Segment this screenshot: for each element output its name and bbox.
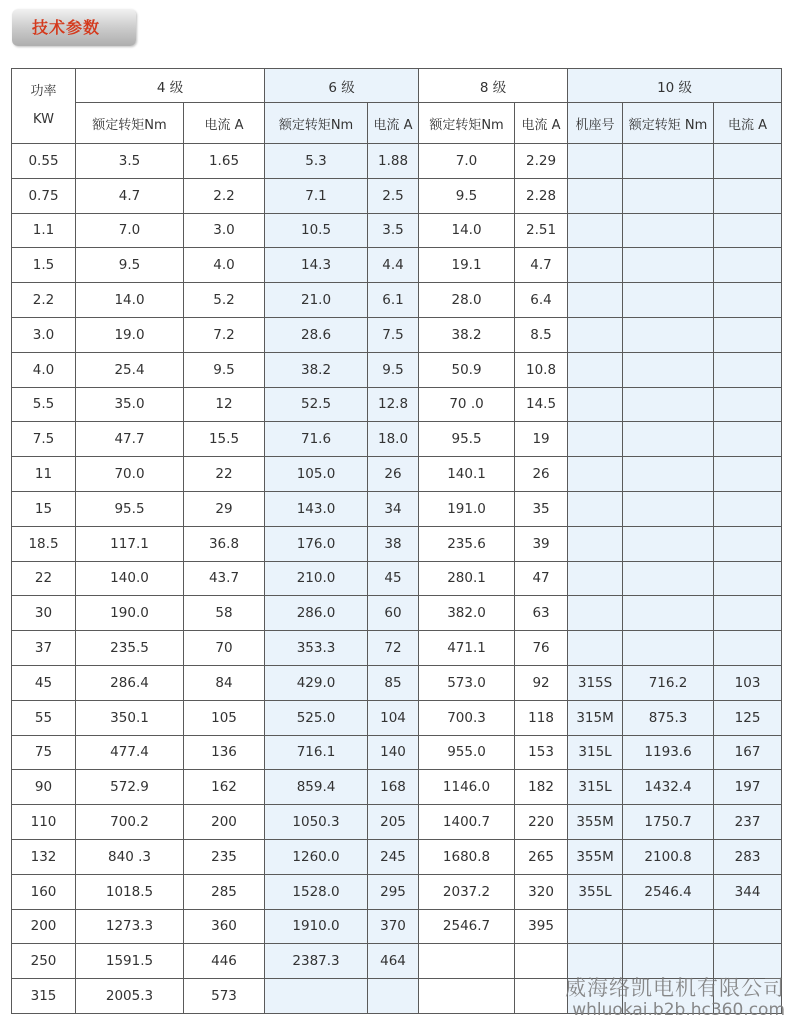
cell-frame-10: 315M	[568, 700, 623, 735]
cell-torque-10	[623, 631, 714, 666]
cell-current-4: 4.0	[184, 248, 265, 283]
cell-power: 315	[12, 979, 76, 1014]
cell-current-10: 197	[714, 770, 782, 805]
cell-current-8: 118	[515, 700, 568, 735]
cell-current-8: 47	[515, 561, 568, 596]
power-header-line2: KW	[33, 112, 54, 127]
cell-current-8	[515, 979, 568, 1014]
cell-current-10	[714, 631, 782, 666]
cell-current-4: 446	[184, 944, 265, 979]
cell-current-10	[714, 909, 782, 944]
watermark-url: whluokai.b2b.hc360.com	[572, 1000, 785, 1020]
table-row	[12, 213, 782, 248]
cell-current-6: 12.8	[368, 387, 419, 422]
table-row	[12, 665, 782, 700]
cell-current-10	[714, 144, 782, 179]
cell-torque-10	[623, 526, 714, 561]
cell-torque-10	[623, 144, 714, 179]
cell-torque-6: 1260.0	[265, 839, 368, 874]
cell-torque-6: 105.0	[265, 457, 368, 492]
cell-current-10	[714, 317, 782, 352]
cell-torque-8: 280.1	[419, 561, 515, 596]
cell-current-10	[714, 596, 782, 631]
cell-current-8: 10.8	[515, 352, 568, 387]
cell-current-10	[714, 561, 782, 596]
cell-torque-4: 700.2	[76, 805, 184, 840]
table-row	[12, 248, 782, 283]
table-row	[12, 805, 782, 840]
cell-torque-6: 5.3	[265, 144, 368, 179]
cell-torque-8: 382.0	[419, 596, 515, 631]
table-row	[12, 596, 782, 631]
cell-torque-10	[623, 596, 714, 631]
cell-current-8: 35	[515, 491, 568, 526]
cell-current-6: 295	[368, 874, 419, 909]
cell-torque-6: 429.0	[265, 665, 368, 700]
cell-torque-10	[623, 213, 714, 248]
cell-power: 0.55	[12, 144, 76, 179]
cell-current-6: 140	[368, 735, 419, 770]
cell-frame-10	[568, 491, 623, 526]
cell-frame-10	[568, 561, 623, 596]
cell-torque-6: 52.5	[265, 387, 368, 422]
cell-torque-8: 700.3	[419, 700, 515, 735]
cell-torque-6: 2387.3	[265, 944, 368, 979]
cell-current-4: 3.0	[184, 213, 265, 248]
cell-current-10: 167	[714, 735, 782, 770]
cell-current-10	[714, 248, 782, 283]
cell-current-4: 573	[184, 979, 265, 1014]
section-title: 技术参数	[32, 18, 101, 37]
group-header-6: 6 级	[265, 69, 419, 103]
cell-current-8: 265	[515, 839, 568, 874]
cell-torque-6: 716.1	[265, 735, 368, 770]
cell-current-6: 1.88	[368, 144, 419, 179]
cell-current-4: 200	[184, 805, 265, 840]
cell-current-10	[714, 457, 782, 492]
cell-torque-8: 235.6	[419, 526, 515, 561]
cell-torque-10: 2546.4	[623, 874, 714, 909]
cell-frame-10	[568, 283, 623, 318]
table-row	[12, 561, 782, 596]
cell-torque-4: 1018.5	[76, 874, 184, 909]
cell-current-4: 7.2	[184, 317, 265, 352]
cell-torque-8: 140.1	[419, 457, 515, 492]
cell-frame-10	[568, 317, 623, 352]
cell-torque-8: 28.0	[419, 283, 515, 318]
cell-torque-4: 840 .3	[76, 839, 184, 874]
cell-torque-4: 1591.5	[76, 944, 184, 979]
cell-current-8: 182	[515, 770, 568, 805]
cell-frame-10	[568, 457, 623, 492]
group-header-4: 4 级	[76, 69, 265, 103]
cell-current-4: 58	[184, 596, 265, 631]
watermark-company: 威海络凯电机有限公司	[565, 976, 785, 1000]
cell-current-6: 18.0	[368, 422, 419, 457]
cell-frame-10	[568, 631, 623, 666]
table-row	[12, 317, 782, 352]
cell-current-8: 92	[515, 665, 568, 700]
cell-current-8: 2.28	[515, 178, 568, 213]
table-row	[12, 770, 782, 805]
cell-torque-4: 35.0	[76, 387, 184, 422]
cell-torque-10: 2100.8	[623, 839, 714, 874]
cell-torque-10	[623, 317, 714, 352]
cell-torque-6: 859.4	[265, 770, 368, 805]
col-header-frame-10: 机座号	[568, 103, 623, 144]
cell-torque-10	[623, 352, 714, 387]
cell-torque-4: 7.0	[76, 213, 184, 248]
table-row	[12, 700, 782, 735]
cell-torque-4: 235.5	[76, 631, 184, 666]
cell-torque-6: 38.2	[265, 352, 368, 387]
cell-power: 0.75	[12, 178, 76, 213]
table-row	[12, 178, 782, 213]
cell-torque-4: 477.4	[76, 735, 184, 770]
cell-current-8: 320	[515, 874, 568, 909]
cell-torque-8: 573.0	[419, 665, 515, 700]
cell-power: 1.1	[12, 213, 76, 248]
cell-frame-10	[568, 213, 623, 248]
cell-power: 22	[12, 561, 76, 596]
cell-torque-10: 1432.4	[623, 770, 714, 805]
cell-current-6: 60	[368, 596, 419, 631]
cell-frame-10	[568, 526, 623, 561]
cell-current-10: 283	[714, 839, 782, 874]
cell-torque-8: 2037.2	[419, 874, 515, 909]
cell-current-6: 104	[368, 700, 419, 735]
table-row	[12, 422, 782, 457]
cell-torque-8: 19.1	[419, 248, 515, 283]
cell-power: 7.5	[12, 422, 76, 457]
cell-current-10	[714, 352, 782, 387]
cell-current-6: 72	[368, 631, 419, 666]
cell-frame-10	[568, 422, 623, 457]
cell-current-6: 7.5	[368, 317, 419, 352]
cell-power: 11	[12, 457, 76, 492]
cell-torque-6: 525.0	[265, 700, 368, 735]
table-row	[12, 491, 782, 526]
cell-current-8: 76	[515, 631, 568, 666]
col-header-torque-10: 额定转矩 Nm	[623, 103, 714, 144]
cell-current-4: 235	[184, 839, 265, 874]
cell-current-4: 12	[184, 387, 265, 422]
cell-power: 55	[12, 700, 76, 735]
cell-power: 4.0	[12, 352, 76, 387]
cell-current-10: 344	[714, 874, 782, 909]
cell-power: 110	[12, 805, 76, 840]
cell-current-10	[714, 491, 782, 526]
cell-torque-6: 1528.0	[265, 874, 368, 909]
cell-current-6: 38	[368, 526, 419, 561]
cell-current-4: 22	[184, 457, 265, 492]
cell-current-6: 2.5	[368, 178, 419, 213]
cell-power: 15	[12, 491, 76, 526]
cell-torque-6: 176.0	[265, 526, 368, 561]
table-row	[12, 387, 782, 422]
table-row	[12, 352, 782, 387]
cell-frame-10	[568, 909, 623, 944]
cell-power: 160	[12, 874, 76, 909]
cell-current-8: 220	[515, 805, 568, 840]
cell-current-10	[714, 178, 782, 213]
cell-current-10	[714, 422, 782, 457]
cell-current-8: 14.5	[515, 387, 568, 422]
power-header	[12, 69, 76, 144]
cell-torque-10	[623, 178, 714, 213]
cell-torque-6: 353.3	[265, 631, 368, 666]
cell-current-8: 395	[515, 909, 568, 944]
cell-torque-10	[623, 561, 714, 596]
cell-current-10: 125	[714, 700, 782, 735]
table-row	[12, 526, 782, 561]
table-row	[12, 839, 782, 874]
cell-torque-10	[623, 457, 714, 492]
cell-current-4: 5.2	[184, 283, 265, 318]
header-row-groups	[12, 69, 782, 103]
cell-current-8: 6.4	[515, 283, 568, 318]
cell-current-6: 3.5	[368, 213, 419, 248]
cell-torque-10: 875.3	[623, 700, 714, 735]
cell-power: 200	[12, 909, 76, 944]
cell-torque-6: 286.0	[265, 596, 368, 631]
group-header-8: 8 级	[419, 69, 568, 103]
cell-torque-4: 47.7	[76, 422, 184, 457]
table-row	[12, 631, 782, 666]
cell-current-6: 45	[368, 561, 419, 596]
table-row	[12, 909, 782, 944]
cell-current-4: 285	[184, 874, 265, 909]
cell-current-8: 19	[515, 422, 568, 457]
cell-current-6: 34	[368, 491, 419, 526]
cell-torque-4: 19.0	[76, 317, 184, 352]
cell-torque-6	[265, 979, 368, 1014]
cell-current-4: 9.5	[184, 352, 265, 387]
cell-torque-4: 572.9	[76, 770, 184, 805]
cell-current-8: 39	[515, 526, 568, 561]
cell-frame-10: 355M	[568, 805, 623, 840]
cell-torque-6: 71.6	[265, 422, 368, 457]
cell-current-6: 205	[368, 805, 419, 840]
cell-torque-4: 190.0	[76, 596, 184, 631]
cell-power: 30	[12, 596, 76, 631]
col-header-current-8: 电流 A	[515, 103, 568, 144]
cell-current-4: 84	[184, 665, 265, 700]
cell-current-10	[714, 526, 782, 561]
cell-torque-8: 70 .0	[419, 387, 515, 422]
cell-torque-8	[419, 979, 515, 1014]
cell-torque-8: 1400.7	[419, 805, 515, 840]
cell-current-4: 136	[184, 735, 265, 770]
cell-frame-10: 315S	[568, 665, 623, 700]
cell-torque-4: 350.1	[76, 700, 184, 735]
cell-torque-4: 2005.3	[76, 979, 184, 1014]
cell-current-10: 237	[714, 805, 782, 840]
cell-torque-6: 14.3	[265, 248, 368, 283]
cell-torque-10	[623, 248, 714, 283]
cell-torque-4: 286.4	[76, 665, 184, 700]
cell-power: 45	[12, 665, 76, 700]
cell-power: 250	[12, 944, 76, 979]
cell-torque-4: 4.7	[76, 178, 184, 213]
watermark	[565, 972, 785, 1020]
cell-torque-8: 1146.0	[419, 770, 515, 805]
col-header-current-10: 电流 A	[714, 103, 782, 144]
cell-power: 37	[12, 631, 76, 666]
table-row	[12, 874, 782, 909]
cell-frame-10	[568, 144, 623, 179]
cell-torque-4: 14.0	[76, 283, 184, 318]
cell-torque-4: 117.1	[76, 526, 184, 561]
header-row-columns	[12, 103, 782, 144]
cell-current-4: 162	[184, 770, 265, 805]
cell-power: 75	[12, 735, 76, 770]
cell-current-4: 15.5	[184, 422, 265, 457]
cell-frame-10: 355M	[568, 839, 623, 874]
cell-torque-8: 2546.7	[419, 909, 515, 944]
cell-current-10	[714, 387, 782, 422]
cell-torque-8: 38.2	[419, 317, 515, 352]
cell-torque-8: 50.9	[419, 352, 515, 387]
table-row	[12, 735, 782, 770]
cell-frame-10: 355L	[568, 874, 623, 909]
cell-current-6: 26	[368, 457, 419, 492]
spec-table	[11, 68, 782, 1014]
cell-torque-6: 7.1	[265, 178, 368, 213]
cell-torque-4: 95.5	[76, 491, 184, 526]
cell-frame-10: 315L	[568, 770, 623, 805]
cell-torque-6: 143.0	[265, 491, 368, 526]
cell-torque-4: 1273.3	[76, 909, 184, 944]
cell-current-4: 360	[184, 909, 265, 944]
cell-torque-10	[623, 422, 714, 457]
cell-power: 3.0	[12, 317, 76, 352]
cell-current-10	[714, 213, 782, 248]
cell-torque-10	[623, 491, 714, 526]
cell-torque-8: 9.5	[419, 178, 515, 213]
cell-current-10: 103	[714, 665, 782, 700]
cell-current-6: 85	[368, 665, 419, 700]
cell-current-8: 26	[515, 457, 568, 492]
cell-torque-10: 1750.7	[623, 805, 714, 840]
cell-current-8: 63	[515, 596, 568, 631]
cell-torque-6: 1910.0	[265, 909, 368, 944]
cell-frame-10	[568, 352, 623, 387]
cell-torque-8: 955.0	[419, 735, 515, 770]
cell-torque-4: 70.0	[76, 457, 184, 492]
cell-power: 90	[12, 770, 76, 805]
cell-power: 18.5	[12, 526, 76, 561]
cell-torque-6: 210.0	[265, 561, 368, 596]
cell-current-6: 245	[368, 839, 419, 874]
cell-current-6: 6.1	[368, 283, 419, 318]
cell-torque-8	[419, 944, 515, 979]
cell-current-8: 8.5	[515, 317, 568, 352]
cell-torque-8: 14.0	[419, 213, 515, 248]
cell-torque-6: 28.6	[265, 317, 368, 352]
cell-torque-10: 716.2	[623, 665, 714, 700]
cell-current-4: 43.7	[184, 561, 265, 596]
cell-torque-10	[623, 387, 714, 422]
cell-current-8: 2.51	[515, 213, 568, 248]
cell-torque-6: 21.0	[265, 283, 368, 318]
col-header-current-4: 电流 A	[184, 103, 265, 144]
cell-torque-4: 9.5	[76, 248, 184, 283]
cell-torque-8: 191.0	[419, 491, 515, 526]
cell-current-6: 168	[368, 770, 419, 805]
table-row	[12, 457, 782, 492]
cell-frame-10	[568, 387, 623, 422]
cell-torque-6: 1050.3	[265, 805, 368, 840]
col-header-current-6: 电流 A	[368, 103, 419, 144]
cell-power: 5.5	[12, 387, 76, 422]
cell-current-8	[515, 944, 568, 979]
cell-current-4: 70	[184, 631, 265, 666]
cell-torque-4: 140.0	[76, 561, 184, 596]
cell-frame-10	[568, 178, 623, 213]
col-header-torque-6: 额定转矩Nm	[265, 103, 368, 144]
cell-torque-4: 25.4	[76, 352, 184, 387]
cell-torque-4: 3.5	[76, 144, 184, 179]
cell-power: 132	[12, 839, 76, 874]
cell-current-4: 1.65	[184, 144, 265, 179]
cell-current-8: 4.7	[515, 248, 568, 283]
col-header-torque-8: 额定转矩Nm	[419, 103, 515, 144]
cell-current-4: 29	[184, 491, 265, 526]
cell-power: 2.2	[12, 283, 76, 318]
cell-torque-10: 1193.6	[623, 735, 714, 770]
cell-torque-8: 95.5	[419, 422, 515, 457]
cell-frame-10	[568, 596, 623, 631]
power-header-line1: 功率	[30, 84, 57, 99]
group-header-10: 10 级	[568, 69, 782, 103]
cell-current-8: 2.29	[515, 144, 568, 179]
cell-power: 1.5	[12, 248, 76, 283]
cell-torque-8: 7.0	[419, 144, 515, 179]
cell-current-4: 36.8	[184, 526, 265, 561]
cell-current-8: 153	[515, 735, 568, 770]
col-header-torque-4: 额定转矩Nm	[76, 103, 184, 144]
cell-current-6: 370	[368, 909, 419, 944]
cell-frame-10: 315L	[568, 735, 623, 770]
cell-torque-8: 1680.8	[419, 839, 515, 874]
cell-torque-10	[623, 283, 714, 318]
cell-current-6: 4.4	[368, 248, 419, 283]
cell-current-4: 2.2	[184, 178, 265, 213]
cell-frame-10	[568, 248, 623, 283]
cell-current-6	[368, 979, 419, 1014]
cell-current-6: 464	[368, 944, 419, 979]
cell-current-6: 9.5	[368, 352, 419, 387]
cell-torque-10	[623, 909, 714, 944]
cell-torque-8: 471.1	[419, 631, 515, 666]
table-row	[12, 144, 782, 179]
cell-current-4: 105	[184, 700, 265, 735]
cell-current-10	[714, 283, 782, 318]
table-row	[12, 283, 782, 318]
cell-torque-6: 10.5	[265, 213, 368, 248]
